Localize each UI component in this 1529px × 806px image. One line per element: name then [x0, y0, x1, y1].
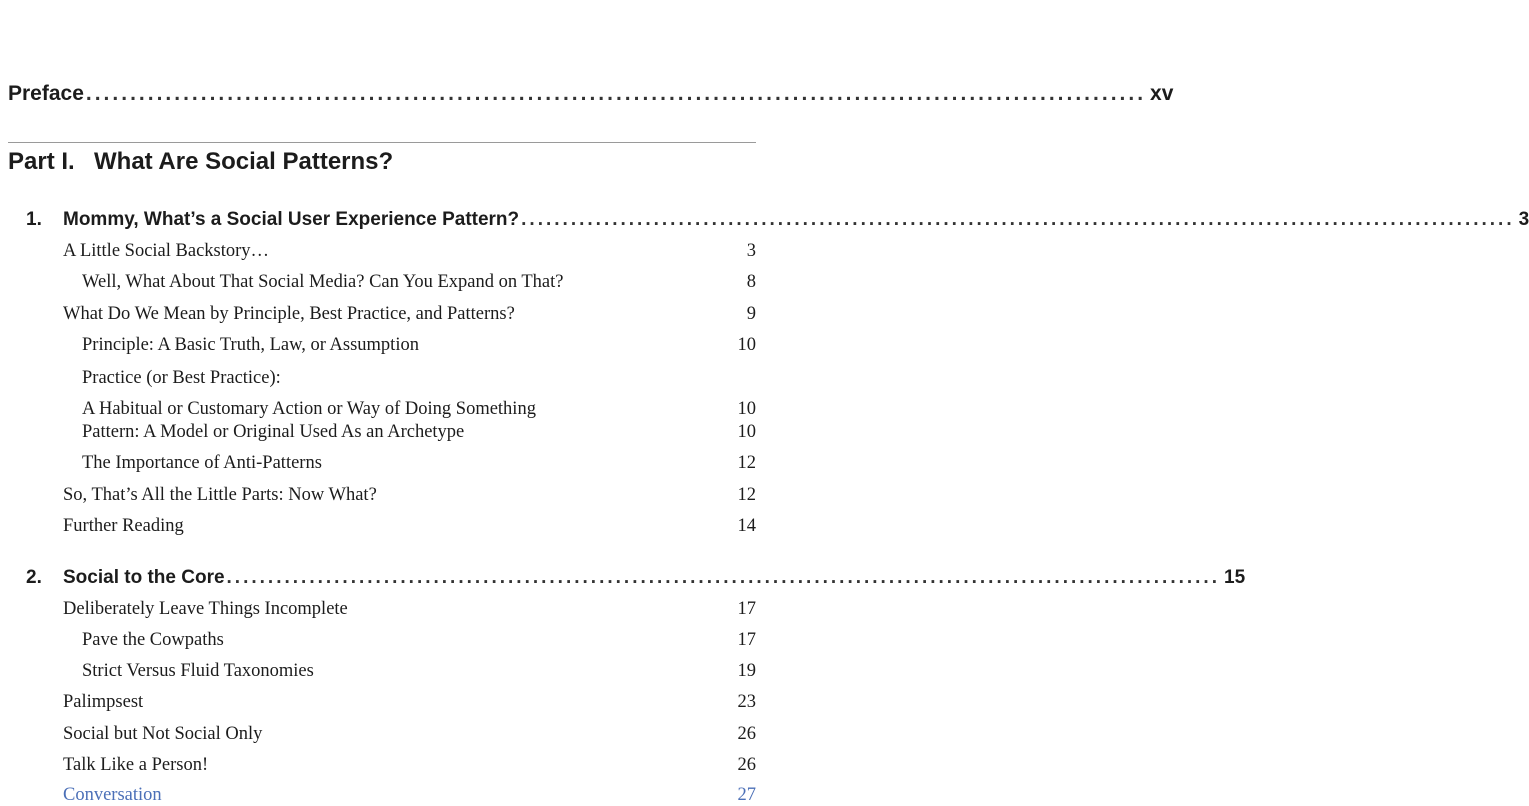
toc-entry[interactable] — [63, 485, 756, 506]
part-heading — [8, 148, 393, 176]
leader-dots: ........................................................................................................................ — [85, 82, 1147, 105]
entry-title: Pattern: A Model or Original Used As an Archetype — [82, 422, 465, 442]
toc-entry[interactable] — [63, 516, 756, 537]
entry-page: 23 — [737, 692, 756, 712]
entry-title: Palimpsest — [63, 692, 144, 712]
entry-title-line2: A Habitual or Customary Action or Way of Doing Something — [82, 399, 536, 419]
chapter-number: 1. — [26, 209, 42, 230]
entry-page: 12 — [737, 453, 756, 473]
entry-title: Conversation — [63, 785, 162, 805]
toc-entry[interactable] — [82, 453, 756, 474]
toc-entry[interactable] — [82, 272, 756, 293]
chapter-number: 2. — [26, 567, 42, 588]
section-divider — [8, 142, 756, 143]
toc-entry-link[interactable] — [63, 785, 756, 806]
toc-entry[interactable] — [63, 304, 756, 325]
toc-entry[interactable] — [82, 630, 756, 651]
entry-page: 17 — [737, 599, 756, 619]
part-title: What Are Social Patterns? — [94, 148, 394, 175]
toc-entry[interactable] — [63, 599, 756, 620]
entry-title: Strict Versus Fluid Taxonomies — [82, 661, 314, 681]
entry-page: 26 — [737, 755, 756, 775]
entry-title: What Do We Mean by Principle, Best Practice, and Patterns? — [63, 304, 515, 324]
leader-dots: ........................................................................................................................ — [226, 567, 1220, 588]
toc-preface[interactable] — [8, 82, 1174, 106]
chapter-page: 15 — [1224, 567, 1246, 588]
entry-title-line1: Practice (or Best Practice): — [82, 368, 281, 388]
toc-entry[interactable] — [82, 661, 756, 682]
entry-title: Talk Like a Person! — [63, 755, 209, 775]
toc-entry[interactable] — [63, 724, 756, 745]
chapter-page: 3 — [1518, 209, 1529, 230]
chapter-title: Mommy, What’s a Social User Experience Pattern? — [63, 209, 520, 230]
entry-title: Social but Not Social Only — [63, 724, 263, 744]
part-label: Part I. — [8, 148, 75, 175]
entry-page: 14 — [737, 516, 756, 536]
entry-title: Deliberately Leave Things Incomplete — [63, 599, 348, 619]
entry-page: 17 — [737, 630, 756, 650]
entry-title: Well, What About That Social Media? Can You Expand on That? — [82, 272, 564, 292]
entry-title: So, That’s All the Little Parts: Now What? — [63, 485, 377, 505]
leader-dots: ........................................................................................................................ — [521, 209, 1515, 230]
toc-chapter-2[interactable] — [26, 567, 1246, 589]
preface-page: xv — [1150, 82, 1174, 105]
entry-page: 26 — [737, 724, 756, 744]
chapter-title: Social to the Core — [63, 567, 225, 588]
toc-entry[interactable] — [82, 335, 756, 356]
entry-title: The Importance of Anti-Patterns — [82, 453, 322, 473]
entry-page: 3 — [746, 241, 756, 261]
toc-entry[interactable] — [82, 422, 756, 443]
toc-entry[interactable] — [63, 241, 756, 262]
entry-title: Principle: A Basic Truth, Law, or Assumption — [82, 335, 419, 355]
entry-title: Pave the Cowpaths — [82, 630, 224, 650]
entry-page: 8 — [746, 272, 756, 292]
preface-title: Preface — [8, 82, 84, 105]
toc-chapter-1[interactable] — [26, 209, 1529, 231]
toc-entry[interactable] — [63, 692, 756, 713]
toc-entry[interactable] — [63, 755, 756, 776]
entry-page: 10 — [737, 399, 756, 419]
entry-page: 27 — [737, 785, 756, 805]
entry-page: 12 — [737, 485, 756, 505]
entry-page: 9 — [746, 304, 756, 324]
entry-title: A Little Social Backstory… — [63, 241, 270, 261]
entry-title: Further Reading — [63, 516, 184, 536]
entry-page: 10 — [737, 335, 756, 355]
entry-page: 10 — [737, 422, 756, 442]
entry-page: 19 — [737, 661, 756, 681]
toc-entry[interactable] — [82, 363, 756, 425]
